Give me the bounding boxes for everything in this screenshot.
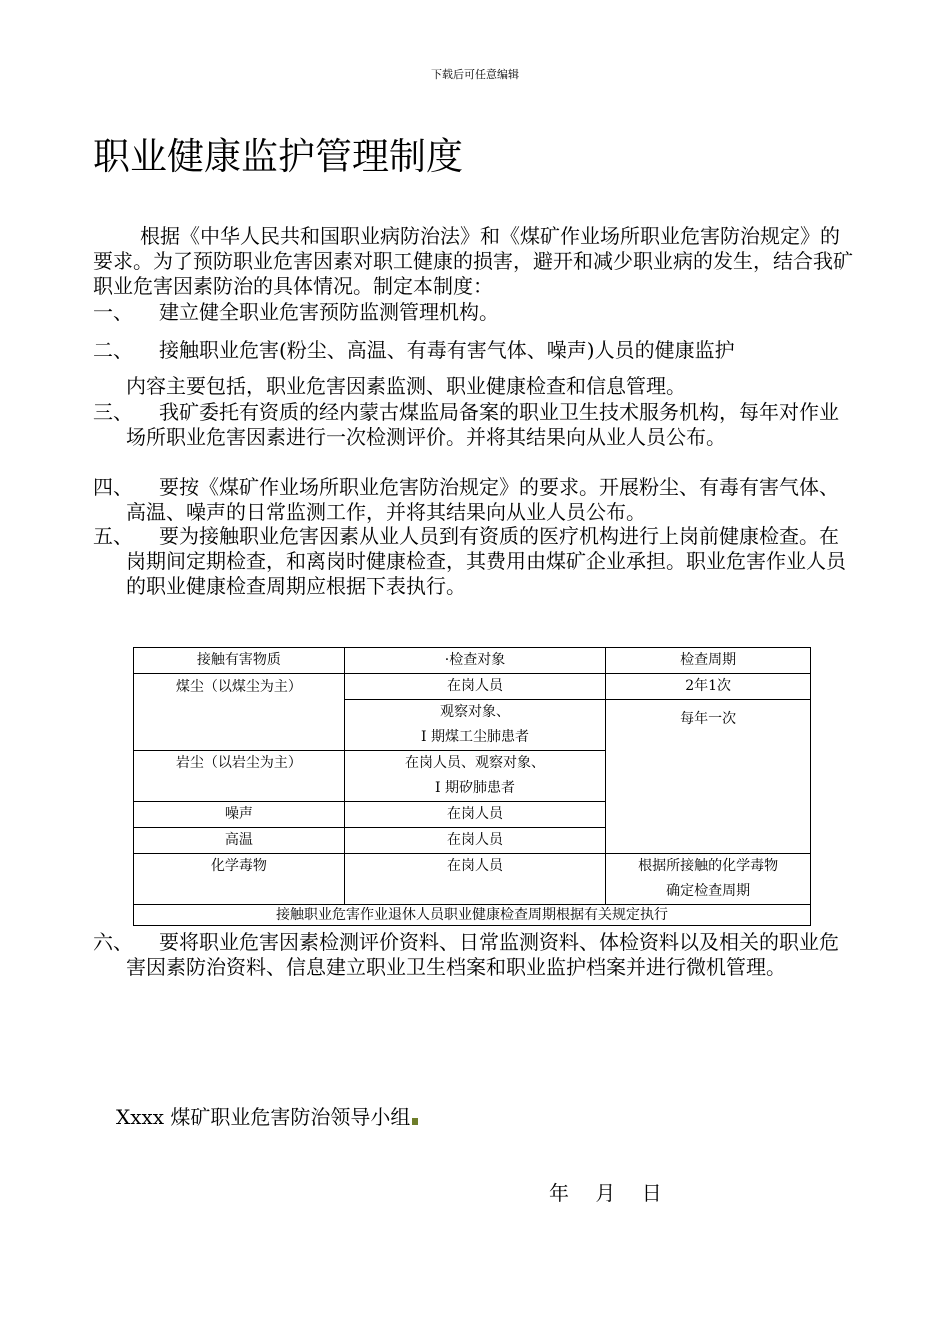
table-cell <box>344 700 606 751</box>
table-cell: 煤尘（以煤尘为主） <box>134 674 345 751</box>
item-4 <box>93 475 858 525</box>
item-2 <box>93 338 858 363</box>
item-text: 接触职业危害(粉尘、高温、有毒有害气体、噪声)人员的健康监护 <box>159 338 735 362</box>
signature-line <box>116 1101 418 1130</box>
table-cell: 每年一次 <box>606 700 811 854</box>
table-footer-row <box>134 905 811 926</box>
table-header: ·检查对象 <box>344 648 606 674</box>
table-footer: 接触职业危害作业退休人员职业健康检查周期根据有关规定执行 <box>134 905 811 926</box>
item-text: 要按《煤矿作业场所职业危害防治规定》的要求。开展粉尘、有毒有害气体、高温、噪声的日常监测工作，并将其结果向从业人员公布。 <box>126 475 839 524</box>
item-5 <box>93 524 858 599</box>
item-number: 三、 <box>93 400 133 424</box>
table-row <box>134 854 811 905</box>
item-number: 一、 <box>93 300 133 324</box>
item-text: 要为接触职业危害因素从业人员到有资质的医疗机构进行上岗前健康检查。在岗期间定期检查，和离岗时健康检查，其费用由煤矿企业承担。职业危害作业人员的职业健康检查周期应根据下表执行。 <box>126 524 846 598</box>
header-note: 下载后可任意编辑 <box>431 68 519 81</box>
table-cell: 在岗人员 <box>344 674 606 700</box>
cell-line: Ⅰ 期煤工尘肺患者 <box>421 729 529 745</box>
table-cell: 岩尘（以岩尘为主） <box>134 751 345 802</box>
item-1 <box>93 300 858 325</box>
document-title: 职业健康监护管理制度 <box>93 135 463 178</box>
cell-line: 根据所接触的化学毒物 <box>638 858 779 874</box>
item-text: 要将职业危害因素检测评价资料、日常监测资料、体检资料以及相关的职业危害因素防治资料、信息建立职业卫生档案和职业监护档案并进行微机管理。 <box>126 930 839 979</box>
item-2-continued <box>93 374 858 399</box>
intro-paragraph: 根据《中华人民共和国职业病防治法》和《煤矿作业场所职业危害防治规定》的要求。为了预防职业危害因素对职工健康的损害，避开和减少职业病的发生，结合我矿职业危害因素防治的具体情况。制定本制度： <box>93 224 853 298</box>
item-6 <box>93 930 858 980</box>
item-number: 四、 <box>93 475 133 499</box>
item-text: 内容主要包括，职业危害因素监测、职业健康检查和信息管理。 <box>126 374 686 398</box>
table-cell: 在岗人员 <box>344 802 606 828</box>
table-header: 检查周期 <box>606 648 811 674</box>
table-cell: 在岗人员 <box>344 854 606 905</box>
table-cell: 2年1次 <box>606 674 811 700</box>
item-3 <box>93 400 858 450</box>
table-header: 接触有害物质 <box>134 648 345 674</box>
exam-period-table <box>133 647 811 926</box>
cell-line: 确定检查周期 <box>666 883 751 899</box>
item-number: 五、 <box>93 524 133 548</box>
table-cell: 在岗人员 <box>344 828 606 854</box>
table-header-row <box>134 648 811 674</box>
table-cell: 高温 <box>134 828 345 854</box>
date-line: 年 月 日 <box>549 1181 662 1205</box>
item-number: 六、 <box>93 930 133 954</box>
item-text: 建立健全职业危害预防监测管理机构。 <box>159 300 499 324</box>
table-cell <box>344 751 606 802</box>
table-row <box>134 674 811 700</box>
signature-text: Xxxx 煤矿职业危害防治领导小组 <box>116 1105 411 1129</box>
cell-line: 观察对象、 <box>439 704 510 720</box>
text-cursor-mark <box>412 1118 418 1125</box>
item-text: 我矿委托有资质的经内蒙古煤监局备案的职业卫生技术服务机构，每年对作业场所职业危害因素进行一次检测评价。并将其结果向从业人员公布。 <box>126 400 839 449</box>
table-cell <box>606 854 811 905</box>
cell-line: 在岗人员、观察对象、 <box>404 755 545 771</box>
cell-line: Ⅰ 期矽肺患者 <box>435 780 515 796</box>
table-cell: 噪声 <box>134 802 345 828</box>
item-number: 二、 <box>93 338 133 362</box>
table-cell: 化学毒物 <box>134 854 345 905</box>
